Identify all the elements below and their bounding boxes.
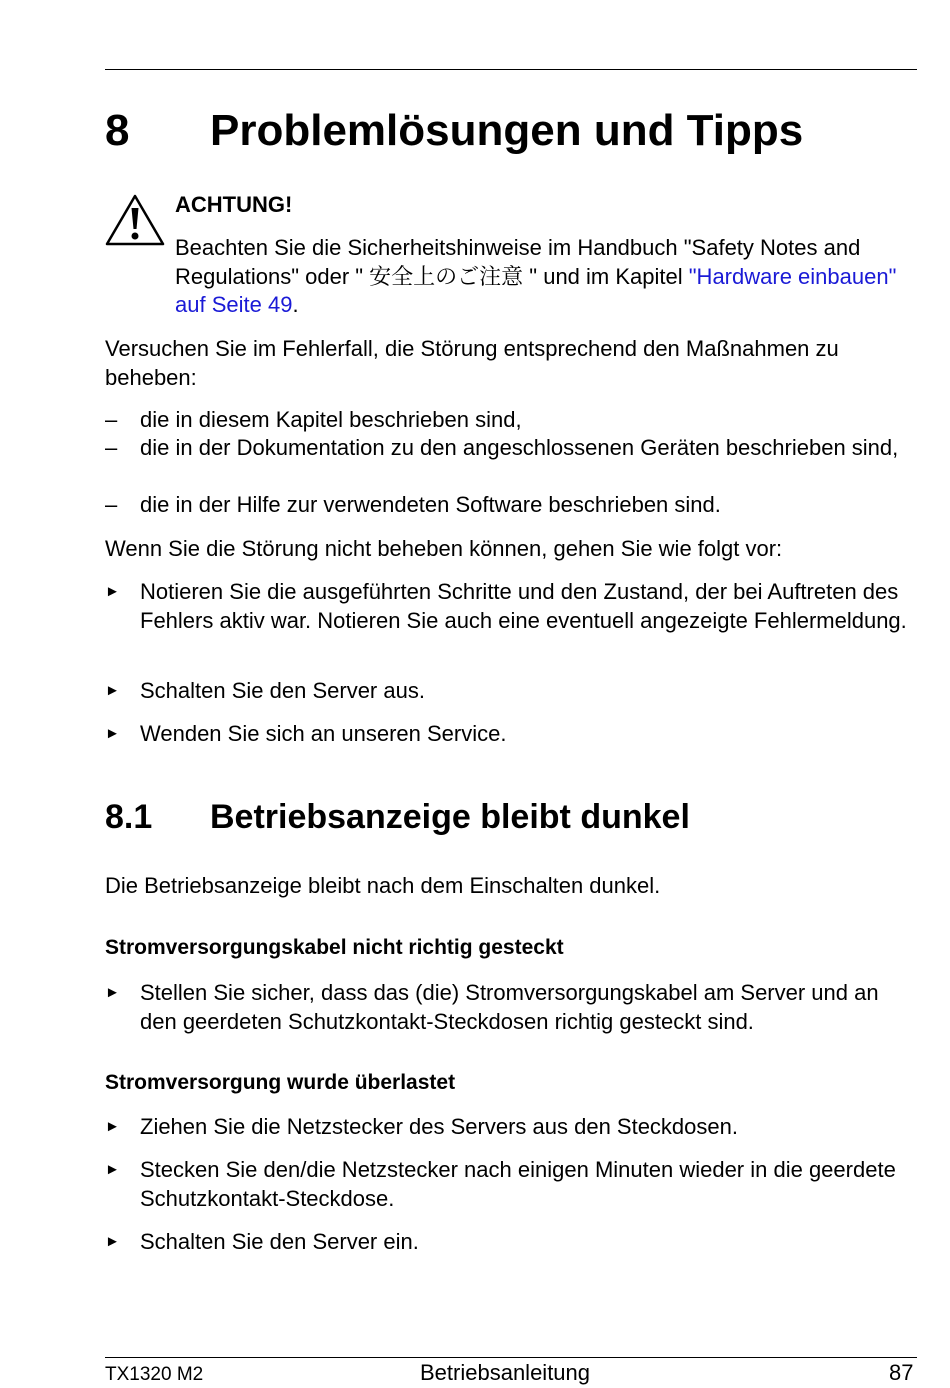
- dash-marker: –: [105, 407, 118, 432]
- step-marker-icon: ►: [105, 984, 120, 1001]
- step-marker-icon: ►: [105, 1233, 120, 1250]
- chapter-number: 8: [105, 106, 130, 155]
- step-marker-icon: ►: [105, 682, 120, 699]
- warning-text-before: Beachten Sie die Sicherheitshinweise im Handbuch "Safety Notes and Regulations" oder " 安全上のご注意 " und im Kapitel: [175, 235, 861, 289]
- step-text: Stellen Sie sicher, dass das (die) Stromversorgungskabel am Server und an den geerdeten Schutzkontakt-Steckdosen richtig gesteckt sind.: [140, 980, 879, 1034]
- dash-item-text: die in der Dokumentation zu den angeschlossenen Geräten beschrieben sind,: [140, 435, 899, 460]
- section-intro: Die Betriebsanzeige bleibt nach dem Einschalten dunkel.: [105, 873, 661, 898]
- header-rule: [105, 69, 917, 70]
- chapter-title-text: Problemlösungen und Tipps: [210, 106, 804, 155]
- dash-item: [105, 491, 917, 520]
- step-text: Schalten Sie den Server ein.: [140, 1229, 419, 1254]
- warning-chapter-link[interactable]: "Hardware einbauen" auf Seite 49: [175, 263, 897, 317]
- followup-paragraph: Wenn Sie die Störung nicht beheben können, gehen Sie wie folgt vor:: [105, 536, 783, 561]
- dash-item: [105, 406, 917, 435]
- step-marker-icon: ►: [105, 1118, 120, 1135]
- step-text: Stecken Sie den/die Netzstecker nach einigen Minuten wieder in die geerdete Schutzkontakt-Steckdose.: [140, 1157, 896, 1211]
- step-item: [105, 1228, 917, 1257]
- step-item: [105, 677, 917, 706]
- subheading-cable: Stromversorgungskabel nicht richtig gesteckt: [105, 936, 564, 959]
- section-title: [105, 798, 690, 837]
- step-item: [105, 979, 917, 1036]
- step-marker-icon: ►: [105, 725, 120, 742]
- dash-item: [105, 434, 917, 463]
- dash-marker: –: [105, 492, 118, 517]
- step-text: Schalten Sie den Server aus.: [140, 678, 425, 703]
- chapter-title: [105, 106, 803, 156]
- step-text: Wenden Sie sich an unseren Service.: [140, 721, 507, 746]
- step-item: [105, 1113, 917, 1142]
- step-marker-icon: ►: [105, 1161, 120, 1178]
- footer-rule: [105, 1357, 917, 1358]
- step-text: Notieren Sie die ausgeführten Schritte und den Zustand, der bei Auftreten des Fehlers aktiv war. Notieren Sie auch eine eventuell angezeigte Fehlermeldung.: [140, 579, 907, 633]
- dash-item-text: die in der Hilfe zur verwendeten Software beschrieben sind.: [140, 492, 721, 517]
- step-item: [105, 1156, 917, 1213]
- step-item: [105, 720, 917, 749]
- intro-paragraph: Versuchen Sie im Fehlerfall, die Störung entsprechend den Maßnahmen zu beheben:: [105, 336, 839, 390]
- warning-icon: [105, 194, 165, 248]
- dash-marker: –: [105, 435, 118, 460]
- step-marker-icon: ►: [105, 583, 120, 600]
- warning-label: ACHTUNG!: [175, 192, 293, 217]
- step-text: Ziehen Sie die Netzstecker des Servers aus den Steckdosen.: [140, 1114, 738, 1139]
- section-title-text: Betriebsanzeige bleibt dunkel: [210, 798, 690, 836]
- warning-text-after: .: [292, 292, 299, 317]
- footer-model: TX1320 M2: [105, 1364, 204, 1385]
- footer-page-number: 87: [889, 1360, 914, 1385]
- warning-text: [175, 234, 917, 320]
- dash-item-text: die in diesem Kapitel beschrieben sind,: [140, 407, 522, 432]
- footer-doc-title: Betriebsanleitung: [420, 1360, 591, 1385]
- step-item: [105, 578, 917, 635]
- subheading-overload: Stromversorgung wurde überlastet: [105, 1071, 456, 1094]
- section-number: 8.1: [105, 798, 153, 836]
